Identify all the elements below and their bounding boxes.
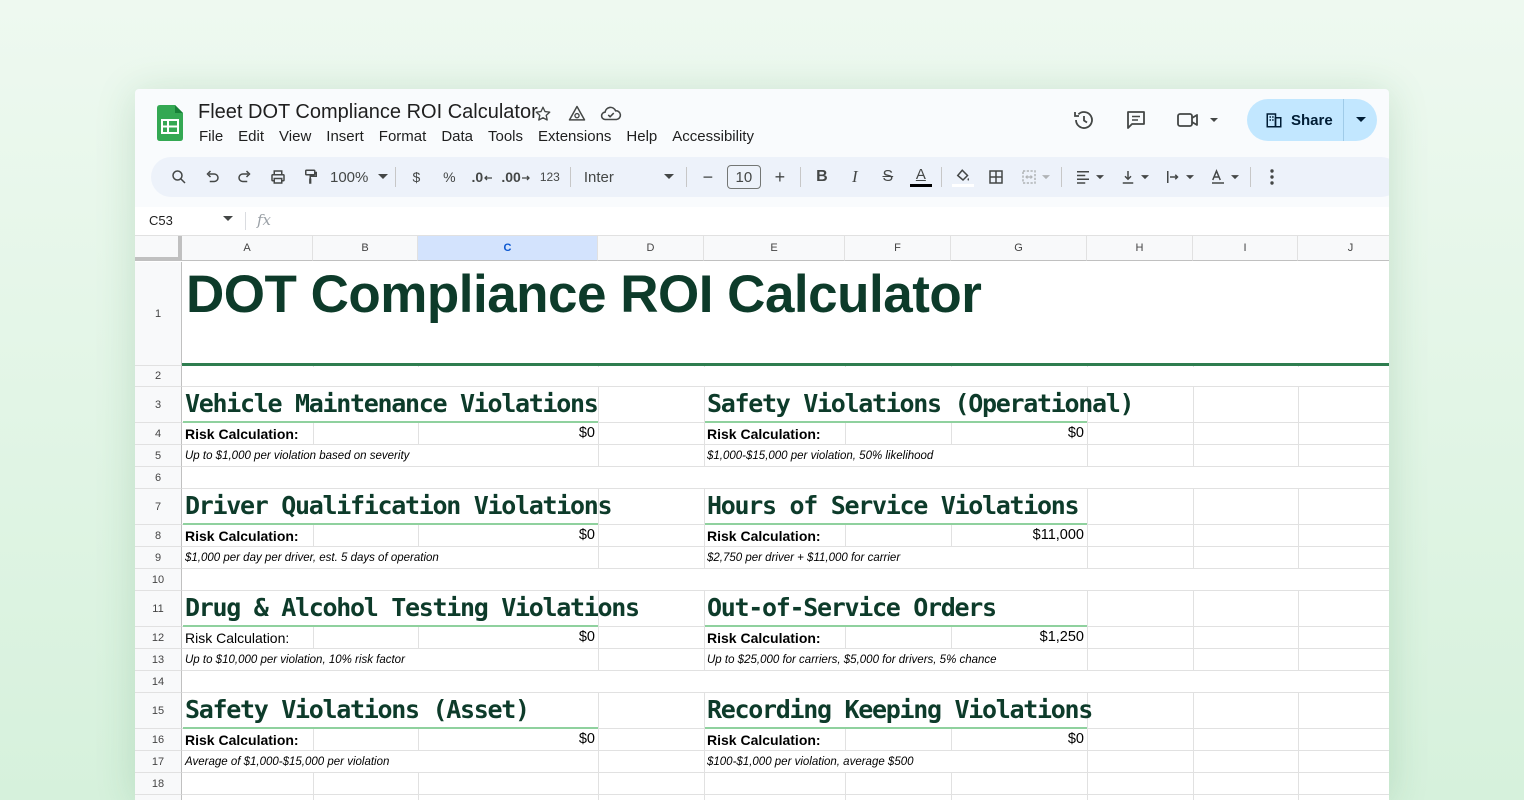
- spreadsheet-window: [135, 89, 1389, 800]
- row-header-3[interactable]: 3: [135, 387, 182, 423]
- risk-value-vehicle-maintenance[interactable]: $0: [578, 425, 595, 441]
- section-title-safety-asset[interactable]: Safety Violations (Asset): [185, 695, 529, 724]
- row-header-5[interactable]: 5: [135, 445, 182, 467]
- row-header-4[interactable]: 4: [135, 423, 182, 445]
- cloud-saved-icon[interactable]: [600, 103, 622, 125]
- row-header-9[interactable]: 9: [135, 547, 182, 569]
- menu-edit[interactable]: Edit: [238, 128, 265, 145]
- row-header-18[interactable]: 18: [135, 773, 182, 795]
- italic-button[interactable]: I: [852, 167, 858, 186]
- column-header-h[interactable]: H: [1087, 236, 1193, 261]
- risk-label-driver-qualification[interactable]: Risk Calculation:: [185, 528, 299, 544]
- move-folder-icon[interactable]: [566, 103, 588, 125]
- column-header-i[interactable]: I: [1193, 236, 1298, 261]
- text-color-label: A: [915, 165, 926, 183]
- version-history-icon[interactable]: [1071, 107, 1097, 133]
- menu-view[interactable]: View: [279, 128, 312, 145]
- section-title-vehicle-maintenance[interactable]: Vehicle Maintenance Violations: [185, 389, 598, 418]
- risk-value-out-of-service[interactable]: $1,250: [1039, 629, 1084, 645]
- risk-label-drug-alcohol[interactable]: Risk Calculation:: [185, 630, 290, 646]
- risk-label-safety-asset[interactable]: Risk Calculation:: [185, 732, 299, 748]
- note-drug-alcohol[interactable]: Up to $10,000 per violation, 10% risk factor: [185, 654, 405, 666]
- comments-icon[interactable]: [1123, 107, 1149, 133]
- row-header-15[interactable]: 15: [135, 693, 182, 729]
- row-header-19[interactable]: [135, 795, 182, 800]
- section-title-safety-operational[interactable]: Safety Violations (Operational): [707, 389, 1134, 418]
- name-box[interactable]: C53: [149, 213, 173, 228]
- menu-file[interactable]: File: [199, 128, 224, 145]
- row-header-6[interactable]: 6: [135, 467, 182, 489]
- risk-label-record-keeping[interactable]: Risk Calculation:: [707, 732, 821, 748]
- risk-label-out-of-service[interactable]: Risk Calculation:: [707, 630, 821, 646]
- decrease-font-size-button[interactable]: −: [702, 166, 714, 187]
- document-title[interactable]: Fleet DOT Compliance ROI Calculator: [198, 101, 538, 123]
- increase-font-size-button[interactable]: +: [774, 166, 786, 187]
- borders-icon[interactable]: [982, 163, 1010, 191]
- text-color-button[interactable]: [907, 163, 935, 191]
- note-driver-qualification[interactable]: $1,000 per day per driver, est. 5 days of operation: [185, 552, 439, 564]
- merge-cells-icon[interactable]: [1015, 163, 1055, 191]
- row-header-17[interactable]: 17: [135, 751, 182, 773]
- share-label: Share: [1291, 111, 1333, 129]
- name-box-dropdown-icon[interactable]: [223, 216, 233, 222]
- vertical-align-icon[interactable]: [1114, 163, 1154, 191]
- risk-label-vehicle-maintenance[interactable]: Risk Calculation:: [185, 426, 299, 442]
- row-header-8[interactable]: 8: [135, 525, 182, 547]
- risk-value-drug-alcohol[interactable]: $0: [578, 629, 595, 645]
- section-title-hours-of-service[interactable]: Hours of Service Violations: [707, 491, 1079, 520]
- risk-value-safety-asset[interactable]: $0: [578, 731, 595, 747]
- select-all-corner[interactable]: [135, 236, 182, 261]
- menu-insert[interactable]: Insert: [326, 128, 364, 145]
- row-header-11[interactable]: 11: [135, 591, 182, 627]
- row-header-14[interactable]: 14: [135, 671, 182, 693]
- column-header-d[interactable]: D: [598, 236, 704, 261]
- increase-decimal-label: .00: [501, 169, 521, 185]
- section-title-drug-alcohol[interactable]: Drug & Alcohol Testing Violations: [185, 593, 639, 622]
- row-header-7[interactable]: 7: [135, 489, 182, 525]
- column-header-a[interactable]: A: [182, 236, 313, 261]
- percent-format-button[interactable]: %: [443, 169, 456, 185]
- note-hours-of-service[interactable]: $2,750 per driver + $11,000 for carrier: [707, 552, 901, 564]
- bold-button[interactable]: B: [816, 168, 828, 185]
- sheet-title[interactable]: DOT Compliance ROI Calculator: [186, 265, 982, 324]
- note-safety-asset[interactable]: Average of $1,000-$15,000 per violation: [185, 756, 390, 768]
- share-button[interactable]: [1247, 99, 1377, 141]
- sheet-grid[interactable]: [135, 236, 1389, 800]
- font-size-value: 10: [735, 168, 753, 186]
- paint-format-icon[interactable]: [297, 163, 325, 191]
- decrease-decimal-button[interactable]: [468, 163, 496, 191]
- print-icon[interactable]: [264, 163, 292, 191]
- menu-format[interactable]: Format: [378, 128, 427, 145]
- building-icon: [1265, 111, 1283, 129]
- menu-bar: [199, 128, 769, 145]
- menu-data[interactable]: Data: [441, 128, 473, 145]
- horizontal-align-icon[interactable]: [1069, 163, 1109, 191]
- zoom-select[interactable]: [330, 163, 388, 191]
- sheets-logo-icon[interactable]: [157, 105, 183, 141]
- fx-icon: fx: [257, 211, 272, 229]
- title-divider: [182, 363, 1389, 366]
- row-header-10[interactable]: 10: [135, 569, 182, 591]
- text-wrapping-icon[interactable]: [1159, 163, 1199, 191]
- note-record-keeping[interactable]: $100-$1,000 per violation, average $500: [707, 756, 914, 768]
- strikethrough-button[interactable]: S: [882, 168, 894, 185]
- decrease-decimal-label: .0: [471, 169, 484, 185]
- row-header-2[interactable]: 2: [135, 366, 182, 387]
- undo-icon[interactable]: [198, 163, 226, 191]
- menu-accessibility[interactable]: Accessibility: [672, 128, 754, 145]
- meet-video-icon[interactable]: [1175, 107, 1225, 133]
- redo-icon[interactable]: [231, 163, 259, 191]
- menu-help[interactable]: Help: [626, 128, 658, 145]
- section-title-out-of-service[interactable]: Out-of-Service Orders: [707, 593, 996, 622]
- risk-label-safety-operational[interactable]: Risk Calculation:: [707, 426, 821, 442]
- text-rotation-icon[interactable]: [1204, 163, 1244, 191]
- share-options-dropdown[interactable]: [1344, 99, 1377, 141]
- increase-decimal-button[interactable]: [501, 163, 530, 191]
- more-options-icon[interactable]: [1258, 163, 1286, 191]
- font-family-select[interactable]: [578, 163, 680, 191]
- zoom-value: 100%: [330, 168, 369, 186]
- row-header-12[interactable]: 12: [135, 627, 182, 649]
- row-header-16[interactable]: 16: [135, 729, 182, 751]
- note-out-of-service[interactable]: Up to $25,000 for carriers, $5,000 for drivers, 5% chance: [707, 654, 997, 666]
- column-header-b[interactable]: B: [313, 236, 418, 261]
- column-header-e[interactable]: E: [704, 236, 845, 261]
- more-formats-button[interactable]: 123: [539, 170, 560, 184]
- note-safety-operational[interactable]: $1,000-$15,000 per violation, 50% likelihood: [707, 450, 934, 462]
- section-title-record-keeping[interactable]: Recording Keeping Violations: [707, 695, 1093, 724]
- column-header-c[interactable]: C: [418, 236, 598, 261]
- note-vehicle-maintenance[interactable]: Up to $1,000 per violation based on severity: [185, 450, 410, 462]
- menu-tools[interactable]: Tools: [488, 128, 524, 145]
- font-size-input[interactable]: [727, 165, 761, 189]
- star-icon[interactable]: [532, 103, 554, 125]
- risk-value-hours-of-service[interactable]: $11,000: [1032, 527, 1084, 543]
- risk-value-record-keeping[interactable]: $0: [1067, 731, 1084, 747]
- toolbar: [151, 157, 1389, 197]
- risk-value-driver-qualification[interactable]: $0: [578, 527, 595, 543]
- column-header-j[interactable]: J: [1298, 236, 1389, 261]
- currency-format-button[interactable]: $: [412, 169, 421, 185]
- section-title-driver-qualification[interactable]: Driver Qualification Violations: [185, 491, 612, 520]
- row-header-13[interactable]: 13: [135, 649, 182, 671]
- font-family-value: Inter: [583, 168, 614, 186]
- menu-extensions[interactable]: Extensions: [538, 128, 612, 145]
- fill-color-icon[interactable]: [949, 163, 977, 191]
- row-header-1[interactable]: 1: [135, 262, 182, 366]
- risk-label-hours-of-service[interactable]: Risk Calculation:: [707, 528, 821, 544]
- column-header-f[interactable]: F: [845, 236, 951, 261]
- column-header-g[interactable]: G: [951, 236, 1087, 261]
- risk-value-safety-operational[interactable]: $0: [1067, 425, 1084, 441]
- search-menus-icon[interactable]: [165, 163, 193, 191]
- formula-bar: [135, 207, 1389, 236]
